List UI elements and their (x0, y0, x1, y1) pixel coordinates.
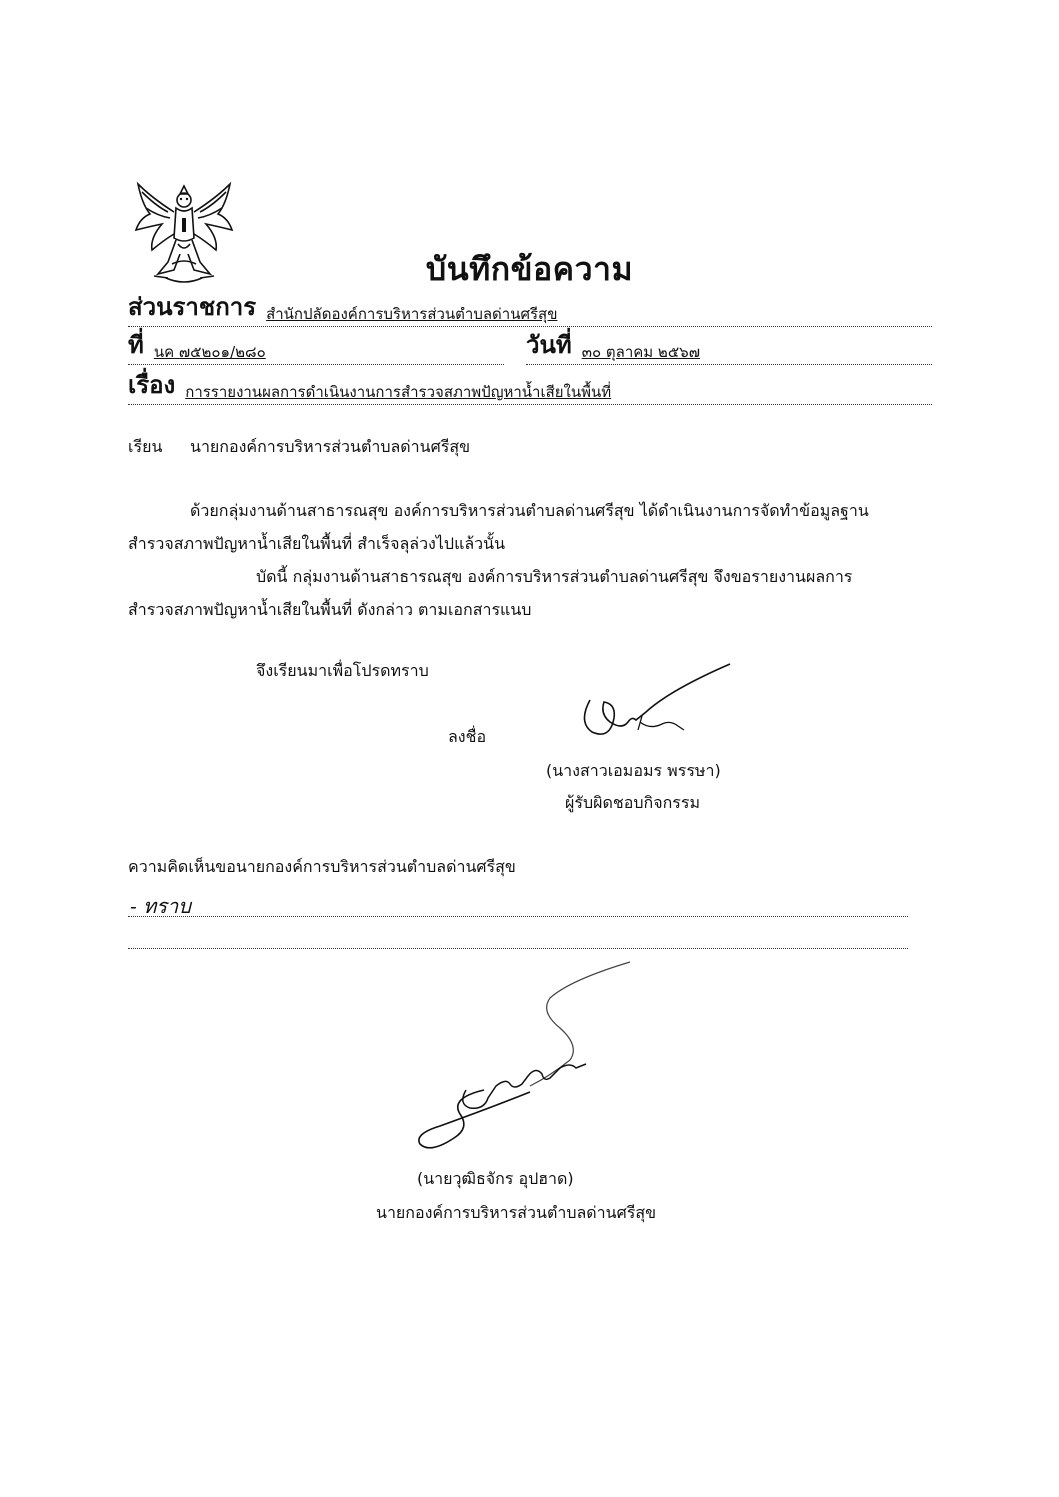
sign-label: ลงชื่อ (448, 727, 487, 746)
date-label: วันที่ (526, 331, 572, 359)
opinion-handwritten: - ทราบ (130, 894, 191, 918)
paragraph-2-line-1: บัดนี้ กลุ่มงานด้านสาธารณสุข องค์การบริหารส่วนตำบลด่านศรีสุข จึงขอรายงานผลการ (256, 567, 853, 586)
salutation-value: นายกองค์การบริหารส่วนตำบลด่านศรีสุข (190, 437, 471, 456)
paragraph-1-line-2: สำรวจสภาพปัญหาน้ำเสียในพื้นที่ สำเร็จลุล่วงไปแล้วนั้น (128, 534, 506, 553)
date-value: ๓๐ ตุลาคม ๒๕๖๗ (581, 343, 700, 361)
subject-row (128, 371, 932, 405)
date-row (526, 331, 932, 365)
signer-1-position: ผู้รับผิดชอบกิจกรรม (565, 793, 700, 812)
document-title: บันทึกข้อความ (425, 250, 634, 288)
paragraph-2-line-2: สำรวจสภาพปัญหาน้ำเสียในพื้นที่ ดังกล่าว ตามเอกสารแนบ (128, 600, 532, 619)
subject-value: การรายงานผลการดำเนินงานการสำรวจสภาพปัญหาน้ำเสียในพื้นที่ (185, 383, 612, 401)
agency-row (128, 293, 932, 327)
signer-1-name: (นางสาวเอมอมร พรรษา) (546, 761, 721, 780)
ref-label: ที่ (128, 331, 144, 359)
signature-1-image (570, 660, 740, 744)
salutation-label: เรียน (128, 437, 163, 456)
opinion-label: ความคิดเห็นขอนายกองค์การบริหารส่วนตำบลด่านศรีสุข (128, 857, 516, 876)
subject-label: เรื่อง (128, 371, 176, 399)
ref-value: นค ๗๕๒๐๑/๒๘๐ (153, 343, 266, 361)
agency-label: ส่วนราชการ (128, 293, 257, 321)
signer-2-position: นายกองค์การบริหารส่วนตำบลด่านศรีสุข (376, 1203, 657, 1222)
opinion-line-1 (128, 896, 908, 917)
opinion-line-2 (128, 928, 908, 949)
agency-value: สำนักปลัดองค์การบริหารส่วนตำบลด่านศรีสุข (266, 305, 558, 323)
signer-2-name: (นายวุฒิธจักร อุปฮาด) (417, 1169, 574, 1188)
signature-2-image (410, 958, 650, 1158)
paragraph-1-line-1: ด้วยกลุ่มงานด้านสาธารณสุข องค์การบริหารส่วนตำบลด่านศรีสุข ได้ดำเนินงานการจัดทำข้อมูลฐาน (190, 501, 869, 520)
ref-row (128, 331, 504, 365)
closing-text: จึงเรียนมาเพื่อโปรดทราบ (256, 661, 429, 680)
